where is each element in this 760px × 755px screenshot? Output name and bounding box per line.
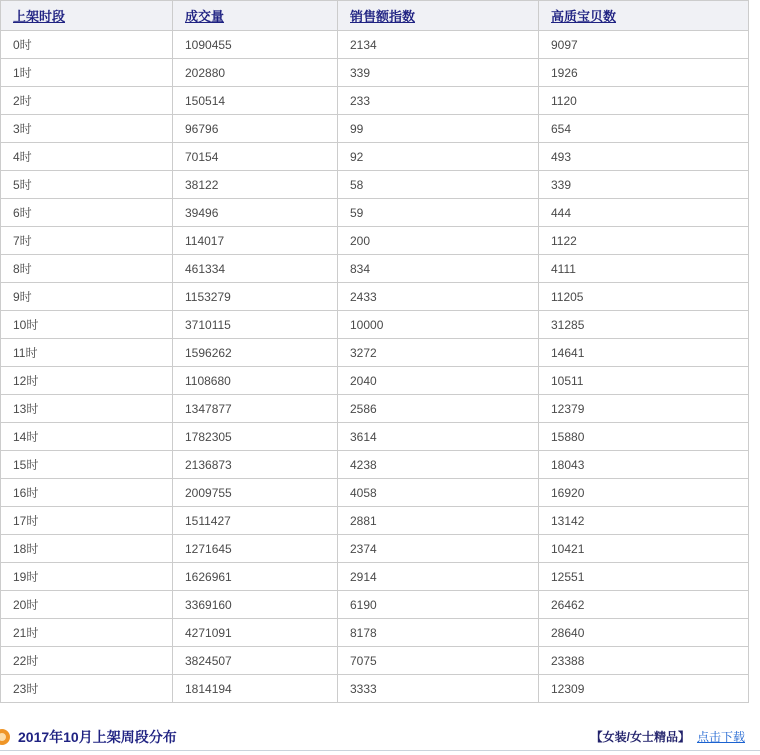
value-cell: 12379 <box>539 395 749 423</box>
value-cell: 2134 <box>338 31 539 59</box>
table-row <box>1 199 749 227</box>
hour-label-cell: 11时 <box>1 339 173 367</box>
hour-label-cell: 6时 <box>1 199 173 227</box>
hour-label-cell: 0时 <box>1 31 173 59</box>
value-cell: 10000 <box>338 311 539 339</box>
table-row <box>1 171 749 199</box>
value-cell: 18043 <box>539 451 749 479</box>
table-row <box>1 115 749 143</box>
value-cell: 444 <box>539 199 749 227</box>
section-footer <box>0 723 760 750</box>
value-cell: 4271091 <box>173 619 338 647</box>
value-cell: 2374 <box>338 535 539 563</box>
table-row <box>1 395 749 423</box>
hour-label-cell: 1时 <box>1 59 173 87</box>
table-row <box>1 563 749 591</box>
value-cell: 7075 <box>338 647 539 675</box>
hour-label-cell: 16时 <box>1 479 173 507</box>
hour-label-cell: 14时 <box>1 423 173 451</box>
value-cell: 10511 <box>539 367 749 395</box>
value-cell: 10421 <box>539 535 749 563</box>
value-cell: 1122 <box>539 227 749 255</box>
value-cell: 2881 <box>338 507 539 535</box>
column-header-0[interactable]: 上架时段 <box>1 1 173 31</box>
value-cell: 59 <box>338 199 539 227</box>
value-cell: 70154 <box>173 143 338 171</box>
table-row <box>1 143 749 171</box>
section-title: 2017年10月上架周段分布 <box>18 728 177 745</box>
value-cell: 23388 <box>539 647 749 675</box>
column-header-1[interactable]: 成交量 <box>173 1 338 31</box>
value-cell: 114017 <box>173 227 338 255</box>
value-cell: 58 <box>338 171 539 199</box>
value-cell: 38122 <box>173 171 338 199</box>
value-cell: 15880 <box>539 423 749 451</box>
value-cell: 2586 <box>338 395 539 423</box>
table-body <box>1 31 749 703</box>
table-row <box>1 87 749 115</box>
value-cell: 461334 <box>173 255 338 283</box>
value-cell: 150514 <box>173 87 338 115</box>
value-cell: 1090455 <box>173 31 338 59</box>
bottom-divider <box>0 750 760 751</box>
orange-donut-icon <box>0 729 10 745</box>
value-cell: 2914 <box>338 563 539 591</box>
hour-label-cell: 22时 <box>1 647 173 675</box>
value-cell: 2009755 <box>173 479 338 507</box>
column-header-2[interactable]: 销售额指数 <box>338 1 539 31</box>
hour-label-cell: 21时 <box>1 619 173 647</box>
hour-label-cell: 18时 <box>1 535 173 563</box>
value-cell: 8178 <box>338 619 539 647</box>
hour-label-cell: 19时 <box>1 563 173 591</box>
value-cell: 3272 <box>338 339 539 367</box>
value-cell: 96796 <box>173 115 338 143</box>
table-row <box>1 339 749 367</box>
hour-label-cell: 13时 <box>1 395 173 423</box>
value-cell: 39496 <box>173 199 338 227</box>
table-row <box>1 227 749 255</box>
value-cell: 14641 <box>539 339 749 367</box>
value-cell: 28640 <box>539 619 749 647</box>
table-row <box>1 479 749 507</box>
footer-right <box>591 728 745 745</box>
value-cell: 1596262 <box>173 339 338 367</box>
table-row <box>1 311 749 339</box>
value-cell: 12551 <box>539 563 749 591</box>
hour-label-cell: 15时 <box>1 451 173 479</box>
value-cell: 834 <box>338 255 539 283</box>
table-row <box>1 31 749 59</box>
value-cell: 3333 <box>338 675 539 703</box>
value-cell: 4238 <box>338 451 539 479</box>
value-cell: 1120 <box>539 87 749 115</box>
value-cell: 339 <box>539 171 749 199</box>
value-cell: 16920 <box>539 479 749 507</box>
hour-label-cell: 10时 <box>1 311 173 339</box>
table-row <box>1 507 749 535</box>
hour-label-cell: 12时 <box>1 367 173 395</box>
hour-label-cell: 5时 <box>1 171 173 199</box>
table-row <box>1 591 749 619</box>
hour-label-cell: 2时 <box>1 87 173 115</box>
value-cell: 99 <box>338 115 539 143</box>
value-cell: 2136873 <box>173 451 338 479</box>
value-cell: 1271645 <box>173 535 338 563</box>
value-cell: 2433 <box>338 283 539 311</box>
value-cell: 92 <box>338 143 539 171</box>
hour-label-cell: 23时 <box>1 675 173 703</box>
table-row <box>1 619 749 647</box>
value-cell: 1782305 <box>173 423 338 451</box>
table-row <box>1 451 749 479</box>
value-cell: 26462 <box>539 591 749 619</box>
hour-label-cell: 4时 <box>1 143 173 171</box>
hour-label-cell: 3时 <box>1 115 173 143</box>
hour-label-cell: 7时 <box>1 227 173 255</box>
table-row <box>1 367 749 395</box>
table-row <box>1 423 749 451</box>
value-cell: 6190 <box>338 591 539 619</box>
value-cell: 2040 <box>338 367 539 395</box>
hour-label-cell: 17时 <box>1 507 173 535</box>
value-cell: 11205 <box>539 283 749 311</box>
value-cell: 3614 <box>338 423 539 451</box>
value-cell: 12309 <box>539 675 749 703</box>
value-cell: 4111 <box>539 255 749 283</box>
value-cell: 654 <box>539 115 749 143</box>
value-cell: 493 <box>539 143 749 171</box>
value-cell: 339 <box>338 59 539 87</box>
category-label: 【女装/女士精品】 <box>590 730 690 744</box>
value-cell: 1153279 <box>173 283 338 311</box>
table-row <box>1 535 749 563</box>
table-row <box>1 283 749 311</box>
value-cell: 1511427 <box>173 507 338 535</box>
hour-label-cell: 20时 <box>1 591 173 619</box>
hour-label-cell: 9时 <box>1 283 173 311</box>
value-cell: 233 <box>338 87 539 115</box>
value-cell: 1108680 <box>173 367 338 395</box>
table-header-row <box>1 1 749 31</box>
value-cell: 3710115 <box>173 311 338 339</box>
hour-label-cell: 8时 <box>1 255 173 283</box>
table-row <box>1 647 749 675</box>
value-cell: 4058 <box>338 479 539 507</box>
value-cell: 1626961 <box>173 563 338 591</box>
column-header-3[interactable]: 高质宝贝数 <box>539 1 749 31</box>
table-row <box>1 255 749 283</box>
value-cell: 200 <box>338 227 539 255</box>
value-cell: 3369160 <box>173 591 338 619</box>
value-cell: 202880 <box>173 59 338 87</box>
value-cell: 9097 <box>539 31 749 59</box>
value-cell: 1814194 <box>173 675 338 703</box>
value-cell: 1926 <box>539 59 749 87</box>
footer-left <box>0 727 177 747</box>
value-cell: 3824507 <box>173 647 338 675</box>
table-row <box>1 675 749 703</box>
value-cell: 13142 <box>539 507 749 535</box>
download-link[interactable]: 点击下载 <box>696 730 745 744</box>
value-cell: 1347877 <box>173 395 338 423</box>
table-row <box>1 59 749 87</box>
value-cell: 31285 <box>539 311 749 339</box>
